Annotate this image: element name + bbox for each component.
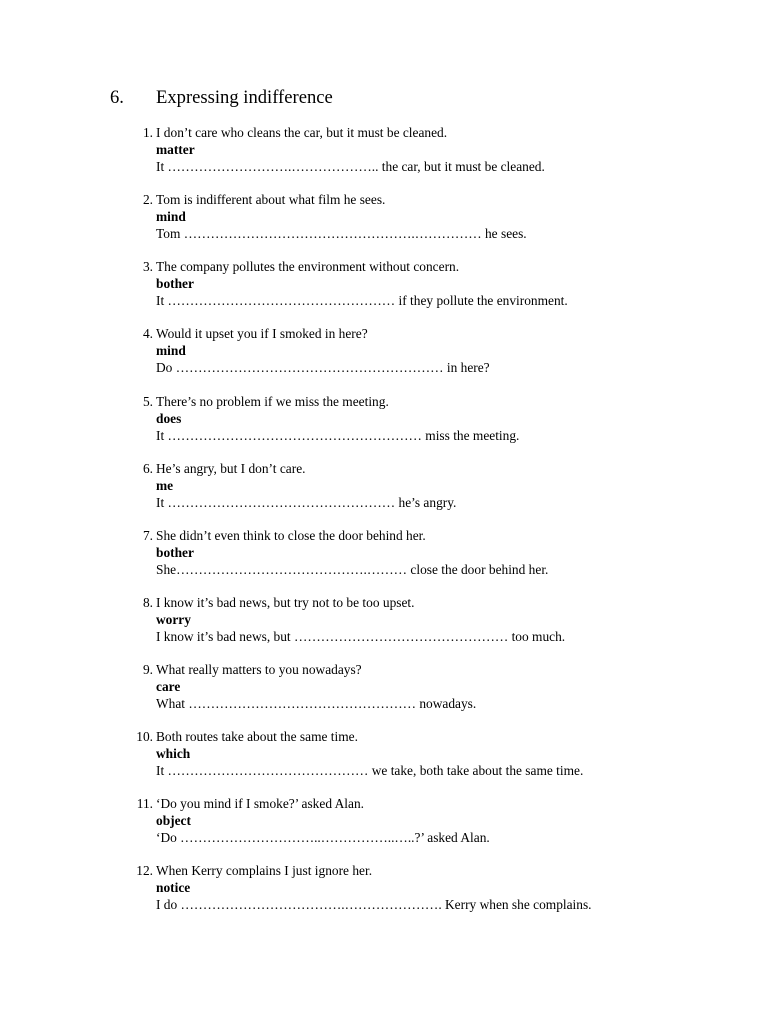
sentence-text: I know it’s bad news, but try not to be too upset. (156, 595, 415, 610)
original-sentence (131, 394, 731, 411)
exercise-item (131, 125, 731, 175)
gapped-sentence: ‘Do …………………………..……………..…..?’ asked Alan. (156, 829, 490, 845)
keyword: mind (156, 342, 186, 358)
keyword: matter (156, 141, 195, 157)
keyword: mind (156, 208, 186, 224)
sentence-text: Both routes take about the same time. (156, 729, 358, 744)
gapped-sentence: What …………………………………………… nowadays. (156, 695, 477, 711)
gapped-sentence: Tom …………………………………………….…………… he sees. (156, 225, 527, 241)
item-number: 11. (136, 796, 153, 811)
item-number: 1. (142, 125, 153, 140)
exercise-item (131, 326, 731, 376)
gapped-sentence: It ………………………………………………… miss the meeting. (156, 427, 520, 443)
gapped-sentence: It ……………………….……………….. the car, but it must be cleaned. (156, 158, 545, 174)
item-number: 3. (142, 259, 153, 274)
exercise-item (131, 461, 731, 511)
original-sentence (131, 528, 731, 545)
original-sentence (131, 729, 731, 746)
sentence-text: When Kerry complains I just ignore her. (156, 863, 373, 878)
sentence-text: The company pollutes the environment without concern. (156, 259, 460, 274)
item-number: 5. (142, 394, 153, 409)
gapped-sentence: It ……………………………………… we take, both take about the same time. (156, 762, 584, 778)
item-number: 8. (142, 595, 153, 610)
original-sentence (131, 796, 731, 813)
original-sentence (131, 461, 731, 478)
sentence-text: ‘Do you mind if I smoke?’ asked Alan. (156, 796, 365, 811)
original-sentence (131, 662, 731, 679)
sentence-text: Tom is indifferent about what film he sees. (156, 192, 386, 207)
exercise-item (131, 528, 731, 578)
keyword: worry (156, 611, 191, 627)
original-sentence (131, 192, 731, 209)
exercise-item (131, 796, 731, 846)
item-number: 10. (136, 729, 153, 744)
keyword: care (156, 678, 181, 694)
section-title: Expressing indifference (156, 87, 333, 108)
sentence-text: There’s no problem if we miss the meeting. (156, 394, 389, 409)
item-number: 6. (142, 461, 153, 476)
sentence-text: She didn’t even think to close the door behind her. (156, 528, 426, 543)
sentence-text: I don’t care who cleans the car, but it must be cleaned. (156, 125, 448, 140)
item-number: 4. (142, 326, 153, 341)
original-sentence (131, 595, 731, 612)
exercise-item (131, 394, 731, 444)
keyword: does (156, 410, 182, 426)
exercise-item (131, 662, 731, 712)
keyword: bother (156, 544, 194, 560)
gapped-sentence: Do …………………………………………………… in here? (156, 359, 490, 375)
item-number: 7. (142, 528, 153, 543)
gapped-sentence: I know it’s bad news, but ………………………………………… too much. (156, 628, 566, 644)
keyword: object (156, 812, 191, 828)
item-number: 9. (142, 662, 153, 677)
sentence-text: Would it upset you if I smoked in here? (156, 326, 368, 341)
keyword: bother (156, 275, 194, 291)
exercise-item (131, 259, 731, 309)
keyword: which (156, 745, 191, 761)
sentence-text: He’s angry, but I don’t care. (156, 461, 306, 476)
section-heading (110, 86, 333, 110)
keyword: notice (156, 879, 191, 895)
item-number: 12. (136, 863, 153, 878)
exercise-item (131, 729, 731, 779)
original-sentence (131, 259, 731, 276)
exercise-item (131, 192, 731, 242)
exercise-item (131, 595, 731, 645)
sentence-text: What really matters to you nowadays? (156, 662, 362, 677)
gapped-sentence: It …………………………………………… if they pollute the environment. (156, 292, 568, 308)
exercise-item (131, 863, 731, 913)
gapped-sentence: I do ……………………………….…………………. Kerry when she complains. (156, 896, 592, 912)
gapped-sentence: She…………………………………….……… close the door behind her. (156, 561, 549, 577)
section-number: 6. (110, 87, 124, 108)
original-sentence (131, 863, 731, 880)
original-sentence (131, 125, 731, 142)
original-sentence (131, 326, 731, 343)
item-number: 2. (142, 192, 153, 207)
keyword: me (156, 477, 174, 493)
gapped-sentence: It …………………………………………… he’s angry. (156, 494, 457, 510)
